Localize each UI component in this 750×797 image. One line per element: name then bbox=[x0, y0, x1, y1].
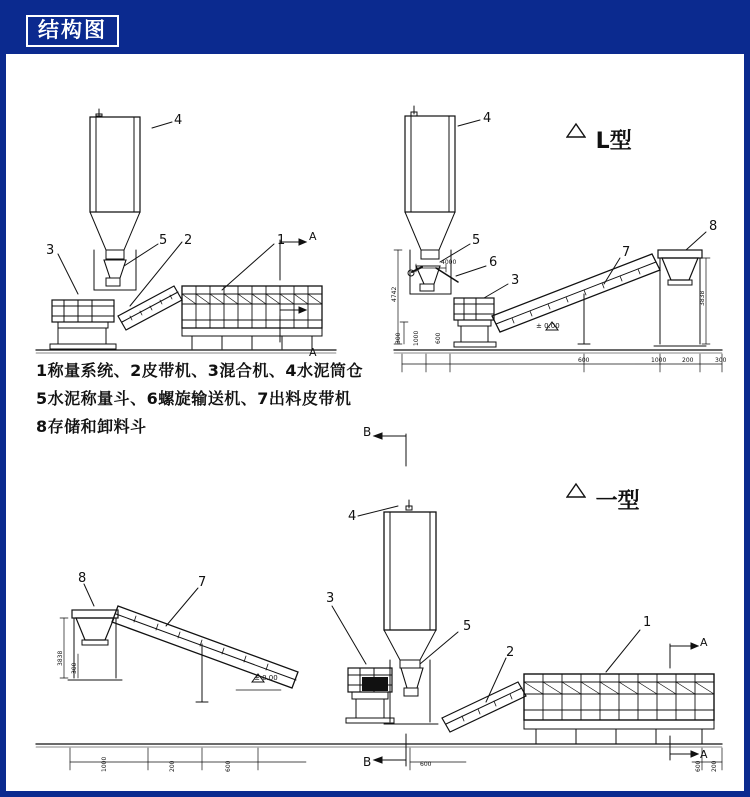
callout-bottom-4: 4 bbox=[348, 509, 357, 524]
view-top-left bbox=[36, 109, 336, 353]
callout-bottom-2: 2 bbox=[506, 645, 515, 660]
dim-300-top: 300 bbox=[395, 332, 402, 344]
view-top-right bbox=[394, 106, 722, 372]
dim-4742: 4742 bbox=[391, 286, 398, 302]
dim-3838-top: 3838 bbox=[699, 290, 706, 306]
dim-200-top: 200 bbox=[682, 357, 694, 364]
page-header bbox=[6, 6, 744, 54]
legend-line-1: 1称量系统、2皮带机、3混合机、4水泥筒仓 bbox=[36, 361, 364, 380]
section-mark-b2: B bbox=[363, 755, 372, 769]
page-title-box bbox=[26, 15, 119, 47]
dim-1000-top2: 1000 bbox=[651, 357, 667, 364]
callout-bottom-7: 7 bbox=[198, 575, 207, 590]
dim-1000-top: 1000 bbox=[413, 330, 420, 346]
callout-top-left-1: 1 bbox=[277, 233, 286, 248]
view-label-l-type bbox=[566, 124, 632, 155]
view-label-line-text: 一型 bbox=[595, 489, 640, 514]
callout-top-left-5: 5 bbox=[159, 233, 168, 248]
callout-top-right-3: 3 bbox=[511, 273, 520, 288]
callout-top-right-8: 8 bbox=[709, 219, 718, 234]
dim-zero-top: ± 0.00 bbox=[536, 322, 560, 330]
legend-block bbox=[36, 357, 496, 441]
dim-300-bottom: 300 bbox=[71, 662, 78, 674]
legend-line-2: 5水泥称量斗、6螺旋输送机、7出料皮带机 bbox=[36, 389, 352, 408]
callout-top-right-7: 7 bbox=[622, 245, 631, 260]
dim-600-bottom2: 600 bbox=[420, 761, 432, 768]
section-mark-b1: B bbox=[363, 425, 372, 439]
callout-bottom-3: 3 bbox=[326, 591, 335, 606]
dim-600-bottom3: 600 bbox=[695, 760, 702, 772]
drawing-canvas bbox=[6, 54, 744, 791]
section-mark-a-top2: A bbox=[309, 346, 317, 359]
callout-top-left-4: 4 bbox=[174, 113, 183, 128]
triangle-icon-2 bbox=[566, 494, 582, 506]
dim-200-bottom: 200 bbox=[169, 760, 176, 772]
callout-top-right-6: 6 bbox=[489, 255, 498, 270]
triangle-icon-1 bbox=[566, 134, 582, 146]
section-mark-a-top1: A bbox=[309, 230, 317, 243]
dim-zero-bottom: ± 0.00 bbox=[254, 674, 278, 682]
callout-top-right-4: 4 bbox=[483, 111, 492, 126]
view-label-l-text: L型 bbox=[595, 129, 632, 154]
dim-1000-bottom: 1000 bbox=[101, 756, 108, 772]
dim-600-top: 600 bbox=[435, 332, 442, 344]
page-title: 结构图 bbox=[38, 18, 107, 42]
callout-top-left-2: 2 bbox=[184, 233, 193, 248]
dim-200-bottom2: 200 bbox=[711, 760, 718, 772]
dim-600-top2: 600 bbox=[578, 357, 590, 364]
section-mark-a-bottom2: A bbox=[700, 748, 708, 761]
callout-top-right-5: 5 bbox=[472, 233, 481, 248]
dim-600-bottom: 600 bbox=[225, 760, 232, 772]
view-label-line-type bbox=[566, 484, 640, 515]
section-mark-a-bottom1: A bbox=[700, 636, 708, 649]
callout-bottom-5: 5 bbox=[463, 619, 472, 634]
dim-300-top2: 300 bbox=[715, 357, 727, 364]
dim-3838-bottom: 3838 bbox=[57, 650, 64, 666]
dim-4000: 4000 bbox=[441, 259, 457, 266]
legend-line-3: 8存储和卸料斗 bbox=[36, 417, 147, 436]
callout-bottom-1: 1 bbox=[643, 615, 652, 630]
callout-bottom-8: 8 bbox=[78, 571, 87, 586]
callout-top-left-3: 3 bbox=[46, 243, 55, 258]
